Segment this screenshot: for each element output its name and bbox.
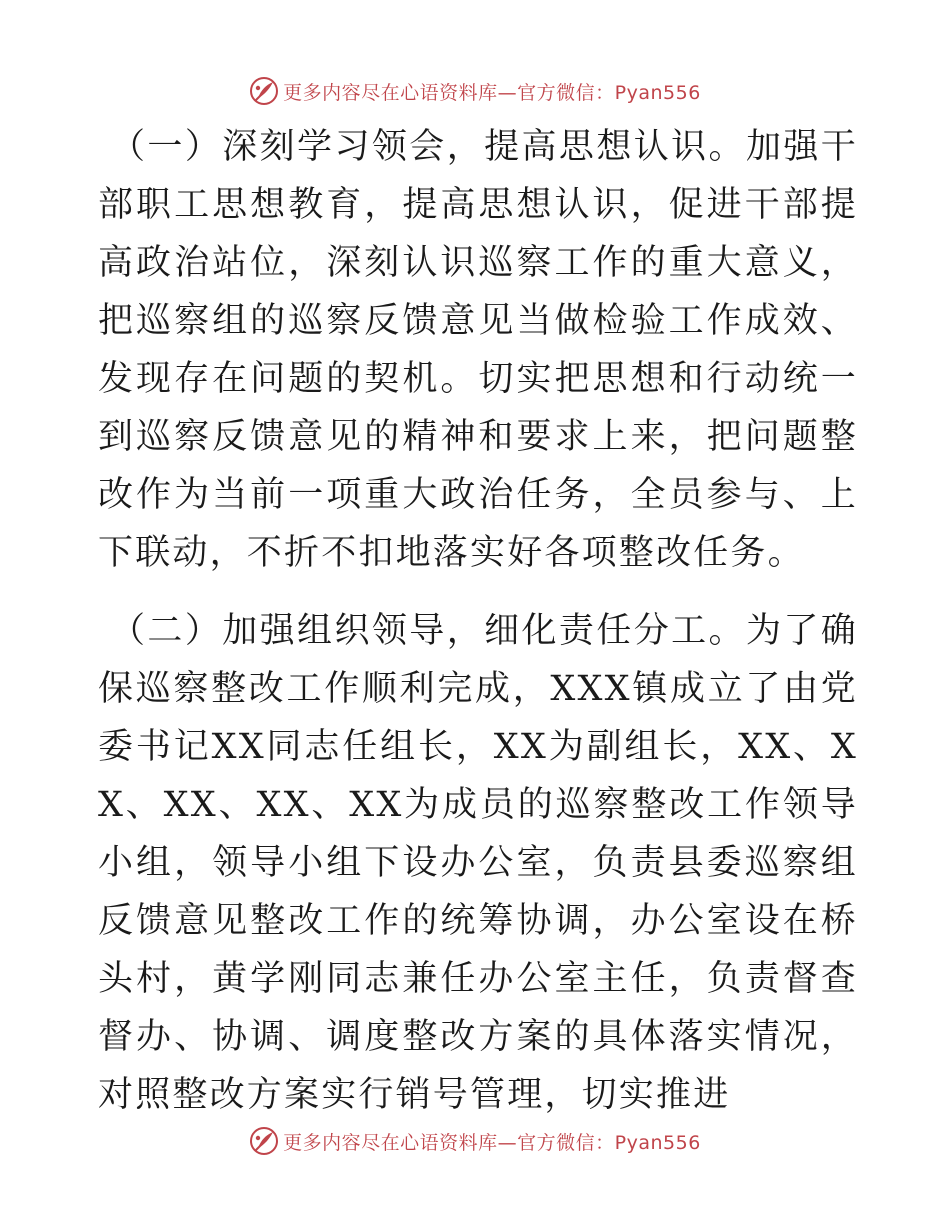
paragraph-2: （二）加强组织领导，细化责任分工。为了确保巡察整改工作顺利完成，XXX镇成立了由党委书记XX同志任组长，XX为副组长，XX、XX、XX、XX、XX为成员的巡察整改工作领导小组，领导小组下设办公室，负责县委巡察组反馈意见整改工作的统筹协调，办公室设在桥头村，黄学刚同志兼任办公室主任，负责督查督办、协调、调度整改方案的具体落实情况，对照整改方案实行销号管理，切实推进 (98, 611, 858, 1115)
footer-banner-text: 更多内容尽在心语资料库—官方微信：Pyan556 (283, 1131, 701, 1154)
feather-pen-logo-icon (249, 1126, 279, 1156)
header-banner (0, 74, 950, 108)
footer-banner (0, 1124, 950, 1158)
document-body (98, 118, 858, 1124)
header-banner-text: 更多内容尽在心语资料库—官方微信：Pyan556 (283, 81, 701, 104)
feather-pen-logo-icon (249, 76, 279, 106)
paragraph-1: （一）深刻学习领会，提高思想认识。加强干部职工思想教育，提高思想认识，促进干部提高政治站位，深刻认识巡察工作的重大意义，把巡察组的巡察反馈意见当做检验工作成效、发现存在问题的契机。切实把思想和行动统一到巡察反馈意见的精神和要求上来，把问题整改作为当前一项重大政治任务，全员参与、上下联动，不折不扣地落实好各项整改任务。 (98, 127, 858, 573)
